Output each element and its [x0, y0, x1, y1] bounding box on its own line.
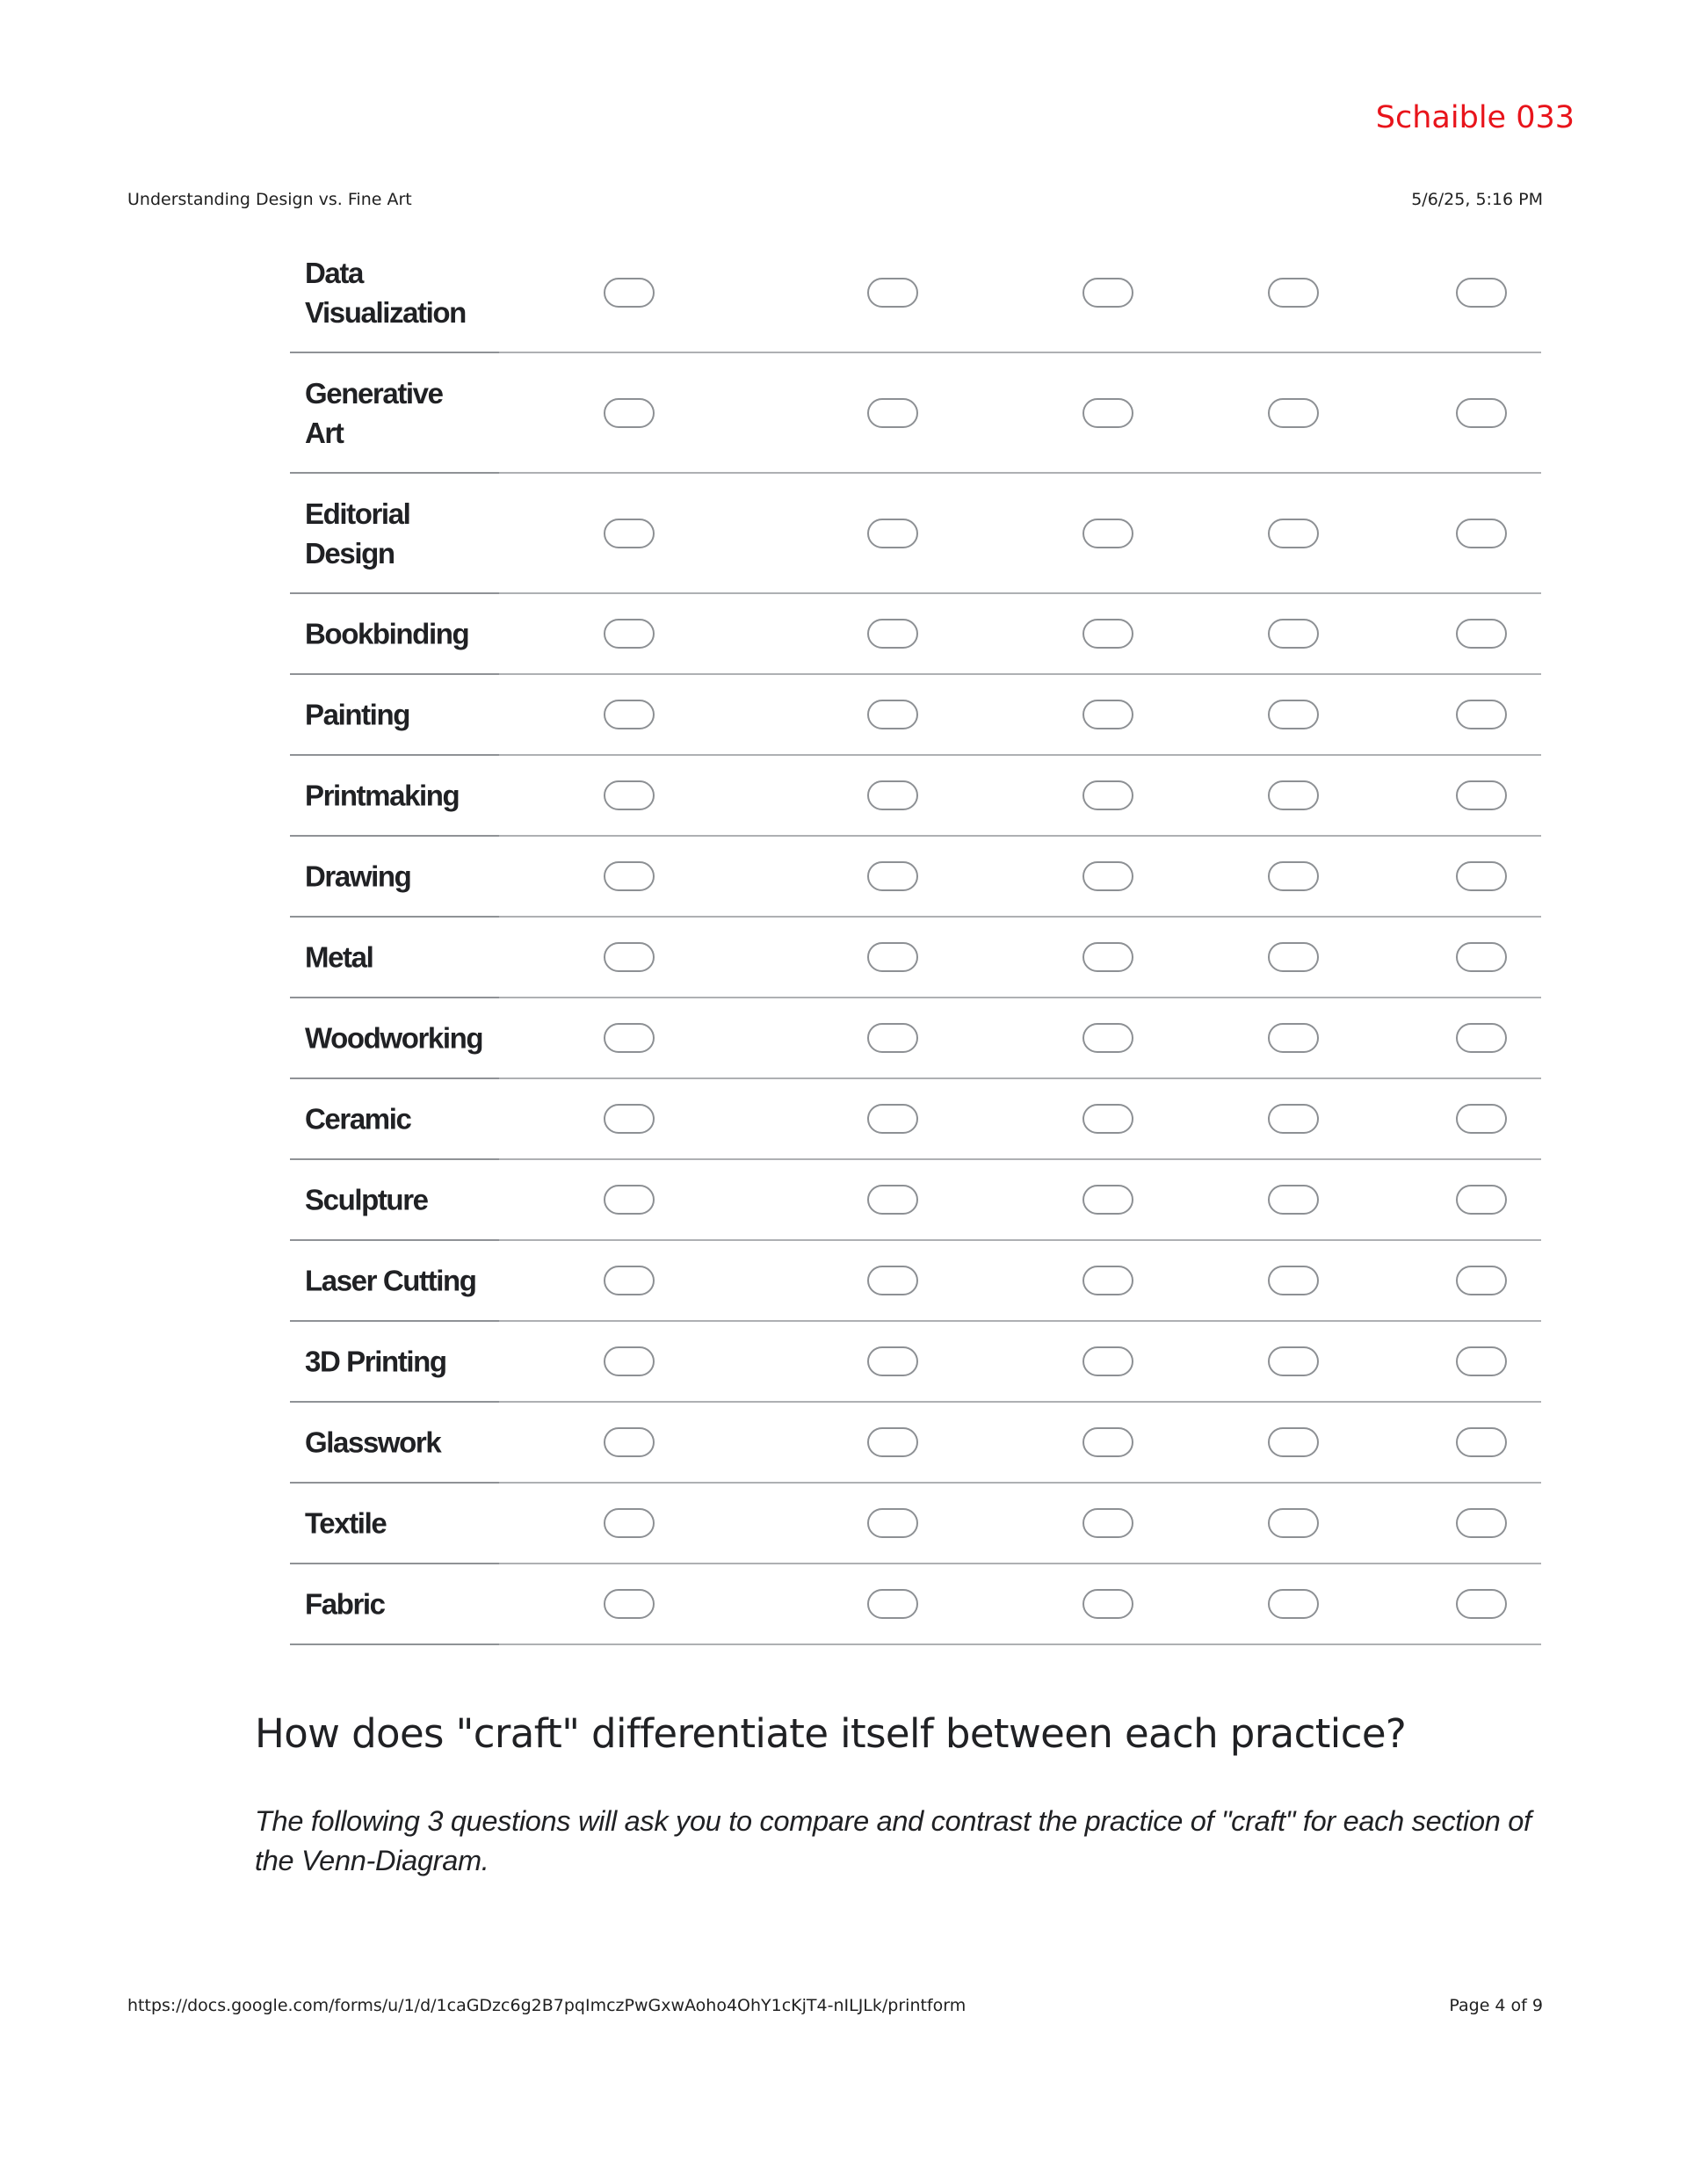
choice-radio-col-5[interactable] [1456, 1427, 1507, 1457]
choice-radio-col-5[interactable] [1456, 619, 1507, 649]
choice-radio-col-2[interactable] [867, 942, 918, 972]
choice-radio-col-3[interactable] [1082, 1589, 1133, 1619]
choice-radio-col-1[interactable] [604, 1427, 655, 1457]
choice-radio-col-2[interactable] [867, 700, 918, 729]
choice-radio-col-4[interactable] [1268, 1346, 1319, 1376]
page-number: Page 4 of 9 [1449, 1996, 1543, 2015]
grid-row [290, 1322, 1541, 1403]
choice-radio-col-1[interactable] [604, 1346, 655, 1376]
choice-radio-col-4[interactable] [1268, 1266, 1319, 1295]
choice-radio-col-2[interactable] [867, 1185, 918, 1215]
choice-radio-col-3[interactable] [1082, 1023, 1133, 1053]
grid-row-label: Glasswork [305, 1426, 441, 1459]
choice-radio-col-5[interactable] [1456, 1589, 1507, 1619]
grid-row [290, 918, 1541, 998]
section-description: The following 3 questions will ask you to compare and contrast the practice of "craft" for each section of the Venn-Diagram. [255, 1805, 1531, 1876]
grid-row [290, 756, 1541, 837]
grid-row-label: Laser Cutting [305, 1264, 476, 1297]
choice-radio-col-3[interactable] [1082, 1508, 1133, 1538]
choice-radio-col-3[interactable] [1082, 1427, 1133, 1457]
grid-row [290, 998, 1541, 1079]
choice-radio-col-5[interactable] [1456, 1023, 1507, 1053]
choice-radio-col-2[interactable] [867, 1104, 918, 1134]
choice-radio-col-2[interactable] [867, 398, 918, 428]
choice-grid [290, 233, 1541, 1645]
choice-radio-col-2[interactable] [867, 780, 918, 810]
choice-radio-col-4[interactable] [1268, 278, 1319, 308]
choice-radio-col-5[interactable] [1456, 1266, 1507, 1295]
choice-radio-col-2[interactable] [867, 619, 918, 649]
grid-row [290, 1079, 1541, 1160]
print-footer [127, 1995, 1543, 2016]
choice-radio-col-1[interactable] [604, 398, 655, 428]
choice-radio-col-5[interactable] [1456, 278, 1507, 308]
choice-radio-col-2[interactable] [867, 1589, 918, 1619]
choice-radio-col-3[interactable] [1082, 619, 1133, 649]
choice-radio-col-3[interactable] [1082, 519, 1133, 548]
choice-radio-col-2[interactable] [867, 1346, 918, 1376]
choice-radio-col-4[interactable] [1268, 1508, 1319, 1538]
choice-radio-col-3[interactable] [1082, 278, 1133, 308]
grid-row [290, 1160, 1541, 1241]
grid-row-label: Generative Art [305, 376, 443, 449]
choice-radio-col-2[interactable] [867, 278, 918, 308]
choice-radio-col-1[interactable] [604, 700, 655, 729]
choice-radio-col-1[interactable] [604, 942, 655, 972]
grid-row-label: Fabric [305, 1587, 385, 1621]
choice-radio-col-1[interactable] [604, 278, 655, 308]
archive-stamp: Schaible 033 [1375, 100, 1575, 135]
choice-radio-col-1[interactable] [604, 1104, 655, 1134]
grid-row [290, 675, 1541, 756]
choice-radio-col-1[interactable] [604, 780, 655, 810]
choice-radio-col-1[interactable] [604, 1185, 655, 1215]
choice-radio-col-1[interactable] [604, 519, 655, 548]
choice-radio-col-4[interactable] [1268, 1427, 1319, 1457]
choice-radio-col-3[interactable] [1082, 398, 1133, 428]
choice-radio-col-3[interactable] [1082, 1185, 1133, 1215]
grid-row [290, 1403, 1541, 1484]
choice-radio-col-1[interactable] [604, 1589, 655, 1619]
grid-row-label: 3D Printing [305, 1345, 446, 1378]
choice-radio-col-2[interactable] [867, 519, 918, 548]
choice-radio-col-3[interactable] [1082, 780, 1133, 810]
choice-radio-col-5[interactable] [1456, 942, 1507, 972]
choice-radio-col-5[interactable] [1456, 780, 1507, 810]
choice-radio-col-3[interactable] [1082, 861, 1133, 891]
choice-radio-col-4[interactable] [1268, 700, 1319, 729]
choice-radio-col-3[interactable] [1082, 1346, 1133, 1376]
grid-row-label: Printmaking [305, 779, 460, 812]
choice-radio-col-2[interactable] [867, 861, 918, 891]
choice-radio-col-3[interactable] [1082, 700, 1133, 729]
grid-row [290, 353, 1541, 474]
choice-radio-col-4[interactable] [1268, 942, 1319, 972]
choice-radio-col-5[interactable] [1456, 700, 1507, 729]
choice-radio-col-4[interactable] [1268, 1104, 1319, 1134]
grid-row-label: Ceramic [305, 1102, 411, 1136]
choice-radio-col-1[interactable] [604, 1508, 655, 1538]
choice-radio-col-4[interactable] [1268, 1023, 1319, 1053]
print-header [127, 189, 1543, 210]
grid-row-label: Data Visualization [305, 256, 466, 329]
choice-radio-col-1[interactable] [604, 861, 655, 891]
choice-radio-col-4[interactable] [1268, 519, 1319, 548]
grid-row-label: Woodworking [305, 1021, 483, 1055]
choice-radio-col-2[interactable] [867, 1266, 918, 1295]
choice-radio-col-2[interactable] [867, 1427, 918, 1457]
grid-row [290, 1564, 1541, 1645]
page-url: https://docs.google.com/forms/u/1/d/1caGDzc6g2B7pqImczPwGxwAoho4OhY1cKjT4-nILJLk/printform [127, 1996, 967, 2015]
choice-radio-col-4[interactable] [1268, 1589, 1319, 1619]
section-title: How does "craft" differentiate itself between each practice? [255, 1710, 1407, 1757]
choice-radio-col-4[interactable] [1268, 1185, 1319, 1215]
print-datetime: 5/6/25, 5:16 PM [1411, 190, 1543, 209]
grid-row [290, 1484, 1541, 1564]
grid-row-label: Editorial Design [305, 497, 410, 570]
choice-radio-col-4[interactable] [1268, 398, 1319, 428]
grid-row [290, 474, 1541, 594]
row-label-divider [290, 1643, 499, 1645]
choice-radio-col-5[interactable] [1456, 861, 1507, 891]
grid-row [290, 594, 1541, 675]
choice-radio-col-5[interactable] [1456, 519, 1507, 548]
choice-radio-col-3[interactable] [1082, 1266, 1133, 1295]
grid-row-label: Painting [305, 698, 409, 731]
grid-row-label: Textile [305, 1506, 387, 1540]
choice-radio-col-3[interactable] [1082, 1104, 1133, 1134]
grid-row-label: Sculpture [305, 1183, 428, 1216]
choice-radio-col-5[interactable] [1456, 1508, 1507, 1538]
choice-radio-col-5[interactable] [1456, 1104, 1507, 1134]
document-title: Understanding Design vs. Fine Art [127, 190, 412, 209]
choice-radio-col-5[interactable] [1456, 398, 1507, 428]
choice-radio-col-5[interactable] [1456, 1185, 1507, 1215]
choice-radio-col-4[interactable] [1268, 780, 1319, 810]
grid-row [290, 233, 1541, 353]
grid-row-label: Drawing [305, 860, 411, 893]
choice-radio-col-4[interactable] [1268, 619, 1319, 649]
choice-radio-col-1[interactable] [604, 1023, 655, 1053]
grid-row [290, 837, 1541, 918]
choice-radio-col-2[interactable] [867, 1508, 918, 1538]
choice-radio-col-1[interactable] [604, 619, 655, 649]
choice-radio-col-2[interactable] [867, 1023, 918, 1053]
choice-radio-col-4[interactable] [1268, 861, 1319, 891]
grid-row-label: Metal [305, 940, 373, 974]
choice-radio-col-1[interactable] [604, 1266, 655, 1295]
grid-row [290, 1241, 1541, 1322]
choice-radio-col-3[interactable] [1082, 942, 1133, 972]
grid-row-label: Bookbinding [305, 617, 469, 650]
choice-radio-col-5[interactable] [1456, 1346, 1507, 1376]
